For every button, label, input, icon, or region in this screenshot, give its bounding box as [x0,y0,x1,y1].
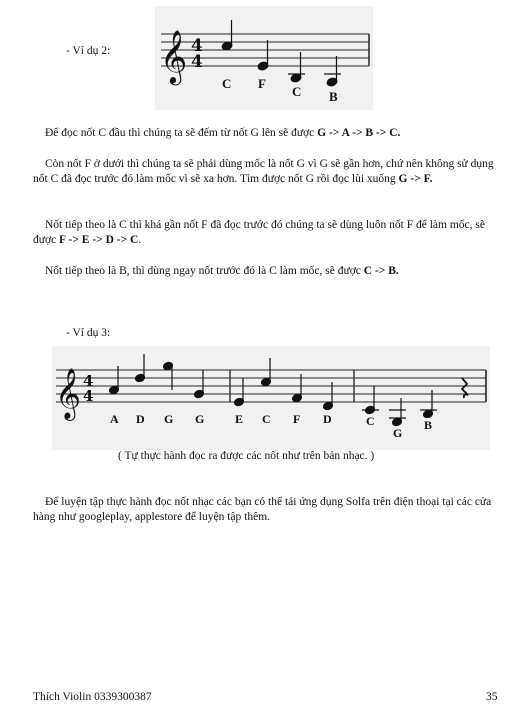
note-label: C [366,414,375,428]
footer-contact: Thích Violin 0339300387 [33,691,152,703]
paragraph-1 [33,126,498,141]
note-label: B [329,89,338,104]
paragraph-5 [33,495,498,525]
example-2-staff-figure [155,6,373,110]
note-label: G [195,412,205,426]
paragraph-1-bold: G -> A -> B -> C. [317,127,401,139]
time-signature-bottom: 4 [83,387,94,405]
paragraph-4-bold: C -> B. [363,265,399,277]
example-3-staff-figure [52,346,490,450]
note-label: G [393,426,403,440]
treble-clef-icon: 𝄞 [160,29,188,83]
page-number: 35 [486,691,498,703]
paragraph-1-text: Để đọc nốt C đầu thì chúng ta sẽ đếm từ nốt G lên sẽ được [45,127,318,139]
note-label: D [323,412,332,426]
example-2-staff [155,6,373,110]
note-label: C [262,412,271,426]
time-signature-top: 4 [83,372,94,390]
example-3-caption: ( Tự thực hành đọc ra được các nốt như trên bản nhạc. ) [118,450,375,462]
note-label: C [292,84,302,99]
time-signature-top: 4 [191,36,203,56]
paragraph-4 [33,264,498,279]
paragraph-2-bold: G -> F. [398,173,433,185]
paragraph-4-text: Nốt tiếp theo là B, thì dùng ngay nốt trước đó là C làm mốc, sẽ được [45,265,364,277]
note-label: A [110,412,119,426]
paragraph-3-tail: . [138,234,142,246]
note-label: E [235,412,244,426]
note-label: B [424,418,433,432]
note-label: D [136,412,145,426]
paragraph-5-text: Để luyện tập thực hành đọc nốt nhạc các bạn có thể tải ứng dụng Solfa trên điện thoại tại các cửa hàng như googleplay, applestore để luyện tập thêm. [33,496,492,523]
example-2-label: - Ví dụ 2: [66,45,111,57]
note-label: F [293,412,301,426]
example-3-staff [52,346,490,450]
time-signature-bottom: 4 [191,52,203,72]
treble-clef-icon: 𝄞 [55,368,82,419]
paragraph-3-bold: F -> E -> D -> C [59,234,139,246]
note-label: G [164,412,174,426]
paragraph-2 [33,157,498,187]
example-3-label: - Ví dụ 3: [66,327,111,339]
paragraph-3 [33,218,498,248]
quarter-rest-icon [462,378,468,398]
paragraph-2-text: Còn nốt F ở dưới thì chúng ta sẽ phải dùng mốc là nốt G vì G sẽ gần hơn, chứ nên không sử dụng nốt C đã đọc trước đó làm mốc vì sẽ xa hơn. Tìm được nốt G rồi đọc lùi xuống [33,158,494,185]
paragraph-3-text: Nốt tiếp theo là C thì khá gần nốt F đã đọc trước đó chúng ta sẽ dùng luôn nốt F để làm mốc, sẽ được [33,219,485,246]
note-label: F [258,76,266,91]
note-label: C [222,76,232,91]
